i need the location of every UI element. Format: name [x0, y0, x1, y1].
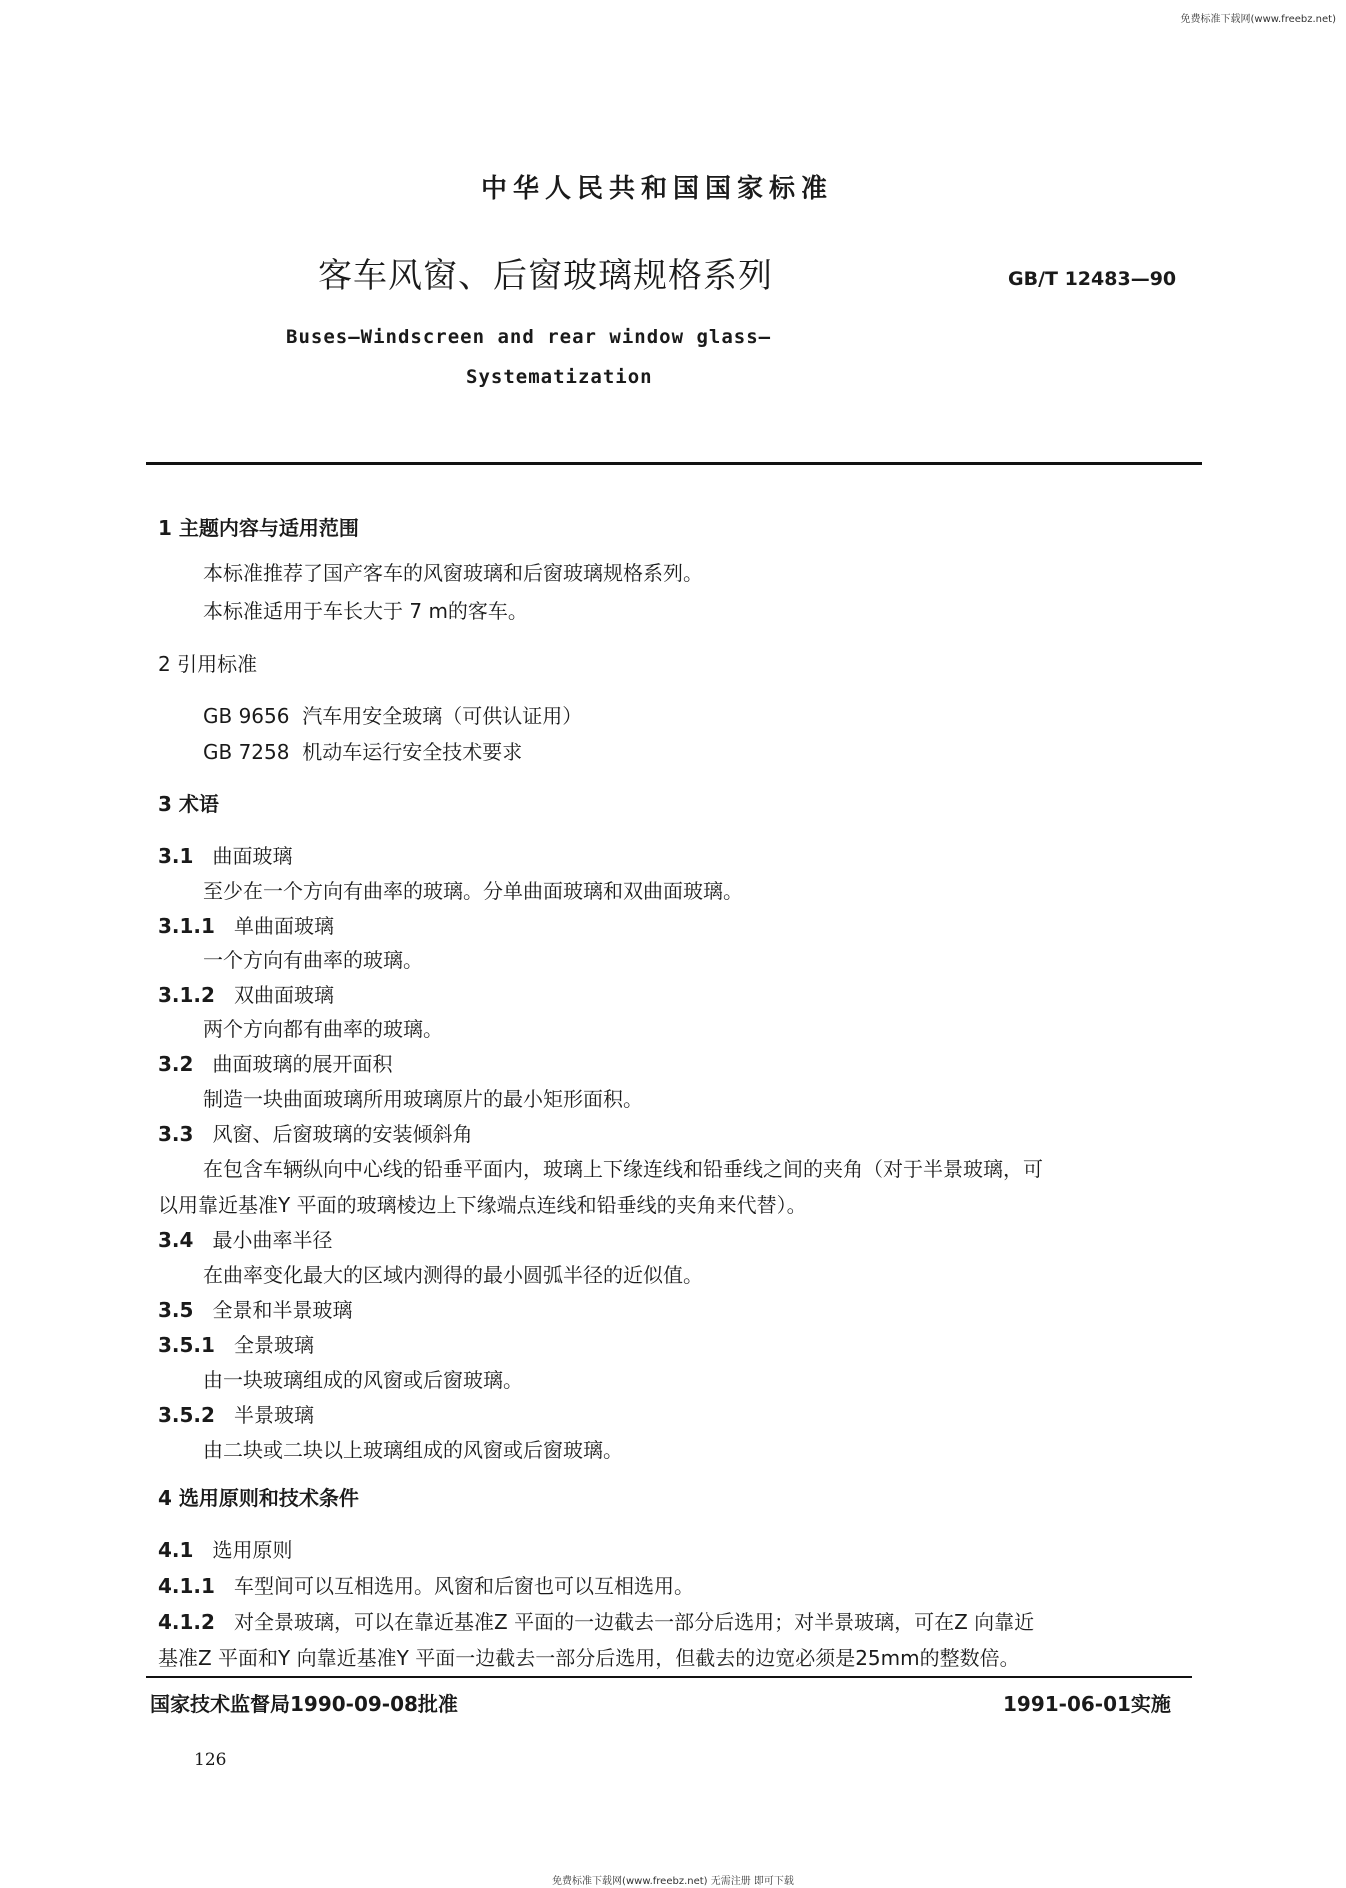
- term-3-5: [158, 1294, 353, 1323]
- reference-code: GB 9656: [203, 704, 290, 728]
- clause-text: 车型间可以互相选用。风窗和后窗也可以互相选用。: [234, 1574, 695, 1598]
- term-name: 半景玻璃: [234, 1403, 315, 1427]
- term-3-5-2-definition: 由二块或二块以上玻璃组成的风窗或后窗玻璃。: [203, 1438, 623, 1462]
- section-1-paragraph-1: 本标准推荐了国产客车的风窗玻璃和后窗玻璃规格系列。: [203, 561, 703, 585]
- clause-number: 3.5: [158, 1298, 194, 1322]
- reference-item: [203, 736, 522, 765]
- watermark-bottom: 免费标准下载网(www.freebz.net) 无需注册 即可下载: [552, 1876, 794, 1887]
- clause-text: 对全景玻璃，可以在靠近基准Z 平面的一边截去一部分后选用；对半景玻璃，可在Z 向靠近: [234, 1610, 1035, 1634]
- clause-number: 3.1: [158, 844, 194, 868]
- term-3-2-definition: 制造一块曲面玻璃所用玻璃原片的最小矩形面积。: [203, 1087, 643, 1111]
- header-divider: [146, 462, 1202, 465]
- reference-code: GB 7258: [203, 740, 290, 764]
- clause-number: 3.5.2: [158, 1403, 215, 1427]
- term-3-3-definition-line-1: 在包含车辆纵向中心线的铅垂平面内，玻璃上下缘连线和铅垂线之间的夹角（对于半景玻璃，可: [203, 1157, 1043, 1181]
- term-3-5-1: [158, 1329, 314, 1358]
- term-name: 全景玻璃: [234, 1333, 315, 1357]
- standard-code: GB/T 12483—90: [1008, 268, 1177, 290]
- term-3-4: [158, 1224, 333, 1253]
- term-name: 曲面玻璃的展开面积: [212, 1052, 393, 1076]
- clause-4-1-1: [158, 1570, 694, 1599]
- reference-item: [203, 700, 582, 729]
- term-3-1-2: [158, 979, 334, 1008]
- term-3-3: [158, 1118, 473, 1147]
- clause-number: 3.1.2: [158, 983, 215, 1007]
- section-1-paragraph-2: 本标准适用于车长大于 7 m的客车。: [203, 599, 528, 623]
- term-3-4-definition: 在曲率变化最大的区域内测得的最小圆弧半径的近似值。: [203, 1263, 703, 1287]
- clause-number: 3.1.1: [158, 914, 215, 938]
- section-4-heading: 4 选用原则和技术条件: [158, 1486, 359, 1510]
- watermark-top: 免费标准下载网(www.freebz.net): [1180, 14, 1336, 25]
- clause-4-1-2-line-2: 基准Z 平面和Y 向靠近基准Y 平面一边截去一部分后选用，但截去的边宽必须是25mm的整数倍。: [158, 1646, 1020, 1670]
- section-3-heading: 3 术语: [158, 792, 219, 816]
- reference-name: 汽车用安全玻璃（可供认证用）: [302, 704, 583, 728]
- english-title-line-1: Buses—Windscreen and rear window glass—: [286, 326, 772, 348]
- term-3-5-1-definition: 由一块玻璃组成的风窗或后窗玻璃。: [203, 1368, 523, 1392]
- clause-number: 3.5.1: [158, 1333, 215, 1357]
- term-3-1-definition: 至少在一个方向有曲率的玻璃。分单曲面玻璃和双曲面玻璃。: [203, 879, 743, 903]
- clause-number: 4.1.1: [158, 1574, 215, 1598]
- section-1-heading: 1 主题内容与适用范围: [158, 516, 359, 540]
- term-name: 最小曲率半径: [212, 1228, 333, 1252]
- term-3-1: [158, 840, 293, 869]
- term-3-2: [158, 1048, 393, 1077]
- clause-4-1-2: [158, 1606, 1034, 1635]
- section-2-heading: 2 引用标准: [158, 652, 258, 676]
- term-3-1-1-definition: 一个方向有曲率的玻璃。: [203, 948, 423, 972]
- term-3-3-definition-line-2: 以用靠近基准Y 平面的玻璃棱边上下缘端点连线和铅垂线的夹角来代替）。: [158, 1193, 807, 1217]
- clause-4-1: [158, 1534, 293, 1563]
- footer-divider: [146, 1676, 1192, 1678]
- clause-number: 4.1: [158, 1538, 194, 1562]
- term-name: 全景和半景玻璃: [212, 1298, 353, 1322]
- term-3-1-2-definition: 两个方向都有曲率的玻璃。: [203, 1017, 443, 1041]
- clause-number: 3.2: [158, 1052, 194, 1076]
- term-name: 双曲面玻璃: [234, 983, 335, 1007]
- approval-date: 国家技术监督局1990-09-08批准: [150, 1692, 458, 1716]
- effective-date: 1991-06-01实施: [1003, 1692, 1171, 1716]
- term-3-5-2: [158, 1399, 314, 1428]
- reference-name: 机动车运行安全技术要求: [302, 740, 523, 764]
- national-standard-label: 中华人民共和国国家标准: [480, 174, 833, 204]
- document-title: 客车风窗、后窗玻璃规格系列: [318, 256, 773, 296]
- term-name: 单曲面玻璃: [234, 914, 335, 938]
- page-number: 126: [194, 1750, 227, 1770]
- clause-title: 选用原则: [212, 1538, 293, 1562]
- term-3-1-1: [158, 910, 334, 939]
- clause-number: 4.1.2: [158, 1610, 215, 1634]
- term-name: 风窗、后窗玻璃的安装倾斜角: [212, 1122, 473, 1146]
- clause-number: 3.4: [158, 1228, 194, 1252]
- term-name: 曲面玻璃: [212, 844, 293, 868]
- english-title-line-2: Systematization: [466, 366, 653, 388]
- clause-number: 3.3: [158, 1122, 194, 1146]
